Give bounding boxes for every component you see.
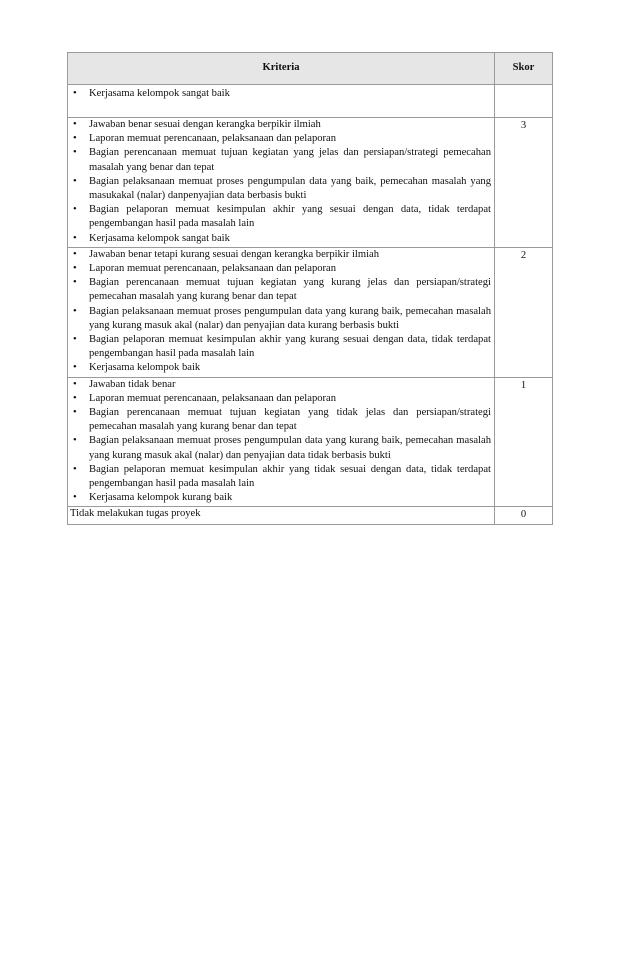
criteria-text: Kerjasama kelompok kurang baik	[89, 492, 233, 504]
criteria-text: Jawaban tidak benar	[89, 378, 176, 390]
bullet-icon: •	[73, 88, 77, 99]
table-row	[68, 247, 553, 377]
criteria-text: Kerjasama kelompok sangat baik	[89, 232, 230, 244]
rubric-table	[67, 52, 553, 525]
criteria-cell	[68, 377, 495, 507]
bullet-icon: •	[73, 133, 77, 145]
list-item	[69, 132, 491, 146]
criteria-text: Kerjasama kelompok sangat baik	[89, 88, 230, 99]
list-item	[69, 203, 491, 231]
bullet-icon: •	[73, 119, 77, 130]
list-item	[69, 378, 491, 392]
table-row	[68, 377, 553, 507]
criteria-text: Bagian pelaksanaan memuat proses pengumpulan data yang kurang baik, pemecahan masalah yang kurang masuk akal (nalar) dan penyajian data tidak berbasis bukti	[89, 435, 491, 461]
score-cell: 0	[495, 507, 553, 524]
criteria-text: Bagian perencanaan memuat tujuan kegiatan yang jelas dan persiapan/strategi pemecahan masalah yang benar dan tepat	[89, 147, 491, 173]
list-item	[69, 491, 491, 505]
bullet-icon: •	[73, 378, 77, 390]
criteria-text: Bagian pelaporan memuat kesimpulan akhir yang tidak sesuai dengan data, tidak terdapat pengembangan hasil pada masalah lain	[89, 463, 491, 490]
bullet-icon: •	[73, 463, 77, 475]
list-item	[69, 146, 491, 174]
criteria-text: Laporan memuat perencanaan, pelaksanaan dan pelaporan	[89, 133, 337, 145]
list-item	[69, 434, 491, 462]
bullet-icon: •	[73, 492, 77, 504]
criteria-text: Bagian pelaporan memuat kesimpulan akhir yang kurang sesuai dengan data, tidak terdapat pengembangan hasil pada masalah lain	[89, 334, 491, 360]
bullet-icon: •	[73, 334, 77, 346]
list-item	[69, 248, 491, 262]
table-header-row	[68, 53, 553, 85]
criteria-cell	[68, 85, 495, 118]
criteria-list	[69, 378, 491, 506]
bullet-icon: •	[73, 277, 77, 289]
bullet-icon: •	[73, 435, 77, 447]
bullet-icon: •	[73, 362, 77, 374]
criteria-text: Laporan memuat perencanaan, pelaksanaan dan pelaporan	[89, 392, 337, 404]
table-row	[68, 118, 553, 248]
bullet-icon: •	[73, 407, 77, 419]
criteria-text: Bagian pelaporan memuat kesimpulan akhir yang sesuai dengan data, tidak terdapat pengembangan hasil pada masalah lain	[89, 204, 491, 230]
list-item	[69, 361, 491, 375]
list-item	[69, 305, 491, 333]
criteria-list	[69, 118, 491, 246]
list-item	[69, 392, 491, 406]
criteria-cell: Tidak melakukan tugas proyek	[68, 507, 495, 524]
criteria-cell	[68, 118, 495, 248]
bullet-icon: •	[73, 263, 77, 275]
criteria-text: Kerjasama kelompok baik	[89, 362, 201, 374]
bullet-icon: •	[73, 232, 77, 244]
list-item	[69, 262, 491, 276]
list-item	[69, 118, 491, 132]
criteria-text: Bagian perencanaan memuat tujuan kegiatan yang tidak jelas dan persiapan/strategi pemecahan masalah yang kurang benar dan tepat	[89, 407, 491, 433]
table-row-no-project	[68, 507, 553, 524]
bullet-icon: •	[73, 392, 77, 404]
list-item	[69, 333, 491, 361]
bullet-icon: •	[73, 204, 77, 216]
criteria-text: Jawaban benar sesuai dengan kerangka berpikir ilmiah	[89, 119, 321, 130]
criteria-list	[69, 87, 491, 101]
criteria-text: Bagian pelaksanaan memuat proses pengumpulan data yang kurang baik, pemecahan masalah yang kurang masuk akal (nalar) dan penyajian data kurang berbasis bukti	[89, 305, 491, 331]
criteria-text: Laporan memuat perencanaan, pelaksanaan dan pelaporan	[89, 263, 337, 275]
score-cell: 2	[495, 247, 553, 377]
criteria-header: Kriteria	[68, 53, 495, 85]
table-row	[68, 85, 553, 118]
list-item	[69, 463, 491, 491]
criteria-text: Jawaban benar tetapi kurang sesuai dengan kerangka berpikir ilmiah	[89, 248, 380, 260]
list-item	[69, 87, 491, 101]
criteria-list	[69, 248, 491, 376]
score-cell: 1	[495, 377, 553, 507]
bullet-icon: •	[73, 248, 77, 260]
bullet-icon: •	[73, 175, 77, 187]
score-cell: 3	[495, 118, 553, 248]
criteria-text: Bagian perencanaan memuat tujuan kegiatan yang kurang jelas dan persiapan/strategi pemecahan masalah yang kurang benar dan tepat	[89, 277, 491, 303]
criteria-cell	[68, 247, 495, 377]
list-item	[69, 406, 491, 434]
criteria-text: Bagian pelaksanaan memuat proses pengumpulan data yang baik, pemecahan masalah yang masukakal (nalar) danpenyajian data berbasis bukti	[89, 175, 491, 202]
score-header: Skor	[495, 53, 553, 85]
list-item	[69, 276, 491, 304]
score-cell	[495, 85, 553, 118]
bullet-icon: •	[73, 147, 77, 159]
bullet-icon: •	[73, 305, 77, 317]
list-item	[69, 175, 491, 203]
list-item	[69, 232, 491, 246]
rubric-body	[68, 85, 553, 525]
